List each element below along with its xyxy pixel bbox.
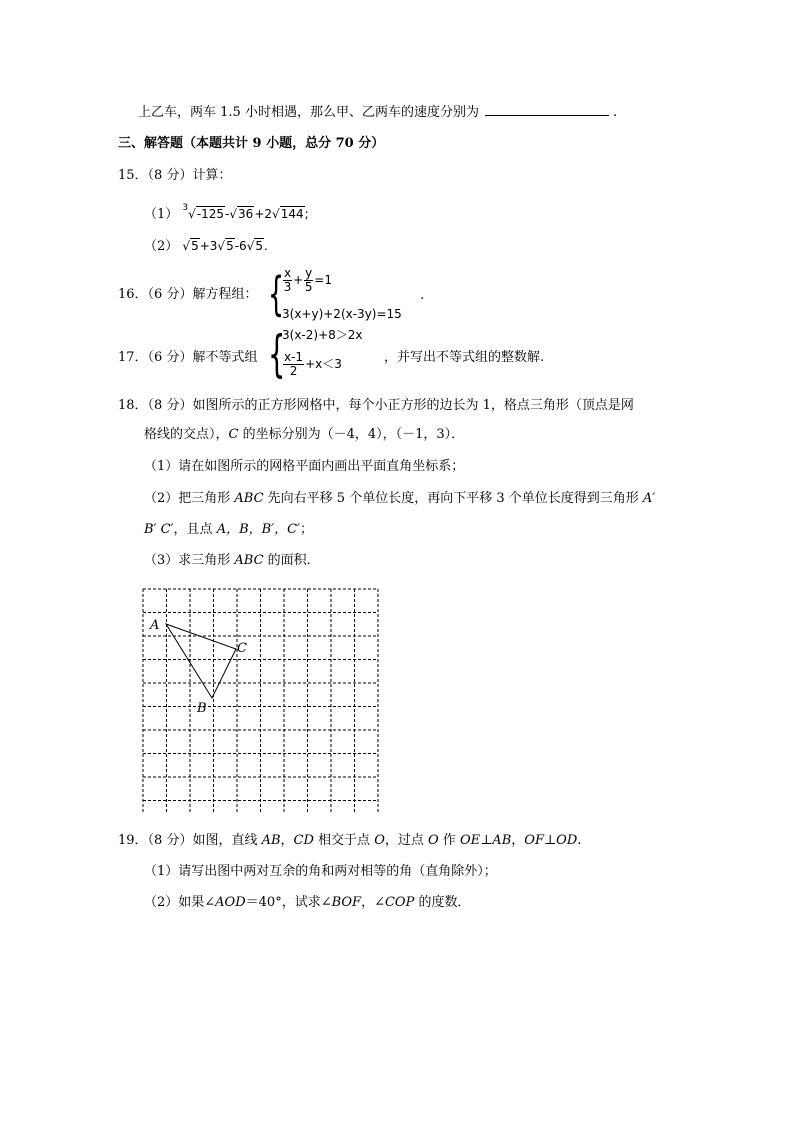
q19-e: 作 (438, 833, 460, 848)
label-c: C (237, 641, 247, 656)
q18-p3-points: A，B，B′，C′ (216, 522, 301, 537)
radicand-neg125: -125 (196, 207, 225, 221)
q16-end: . (420, 288, 425, 303)
q19-f: ， (511, 833, 525, 848)
top-line (138, 104, 617, 121)
q18-p3-b: ，且点 (173, 522, 217, 537)
q18-p3-c: ； (300, 522, 314, 537)
q18-p2-a-prime: A′ (642, 491, 656, 506)
q19-b: ， (280, 833, 294, 848)
q16-frac-x: x (284, 266, 292, 280)
q19-p2-b: ＝40°，试求 (245, 895, 321, 910)
q15-part1-expr (182, 203, 309, 221)
q17-tail: ，并写出不等式组的整数解. (384, 350, 545, 365)
q19-oe-perp-ab: OE⊥AB (459, 833, 512, 848)
dashed-grid (143, 589, 378, 814)
radical-sign-icon: √ (182, 239, 191, 253)
q19-cd: CD (293, 833, 314, 848)
q16-frac-3: 3 (283, 280, 292, 294)
grid-figure (140, 586, 382, 814)
q18-part2-cont (144, 522, 313, 538)
q19-line1 (118, 833, 581, 849)
radical-sign-icon: √ (229, 207, 238, 221)
semicolon: ; (304, 207, 309, 221)
q15-part2-expr (182, 239, 267, 253)
cube-root-index: 3 (182, 203, 189, 213)
radicand-5a: 5 (191, 239, 199, 253)
q15-part1-number: （1） (144, 207, 179, 222)
section-heading: 三、解答题（本题共计 9 小题，总分 70 分） (118, 136, 385, 151)
radical-sign-icon: √ (272, 207, 280, 221)
q18-part3 (144, 553, 320, 569)
left-brace-icon: { (268, 267, 285, 321)
q19-angle-aod: ∠AOD (204, 895, 246, 910)
q15-part2-number: （2） (144, 239, 179, 254)
q16-rhs: =1 (314, 273, 332, 287)
q19-of-perp-od: OF⊥OD (524, 833, 578, 848)
q18-p4-b: 的面积． (263, 553, 320, 568)
q18-p3-bc-prime: B′ C′ (144, 522, 174, 537)
top-line-text: 上乙车，两车 1.5 小时相遇，那么甲、乙两车的速度分别为 (138, 105, 479, 120)
q18-line1: 18．（8 分）如图所示的正方形网格中，每个小正方形的边长为 1，格点三角形（顶点是网 (118, 398, 634, 413)
q19-part2 (144, 895, 470, 911)
answer-blank[interactable] (485, 104, 609, 116)
q17-frac-den: 2 (289, 364, 298, 378)
q17-frac-num: x-1 (284, 350, 304, 364)
q19-o: O (374, 833, 385, 848)
q19-a: 19．（8 分）如图，直线 (118, 833, 262, 848)
q18-p2-a: （2）把三角形 (144, 491, 235, 506)
q18-part2 (144, 491, 655, 507)
q15-label: 15．（8 分）计算： (118, 168, 232, 183)
q19-c: 相交于点 (313, 833, 375, 848)
q18-line2-a: 格线的交点）， (144, 427, 229, 442)
op-minus6: -6 (234, 239, 247, 253)
q18-p4-a: （3）求三角形 (144, 553, 235, 568)
q18-line2 (144, 427, 464, 443)
radical-sign-icon: √ (188, 207, 196, 221)
q16-label: 16．（6 分）解方程组： (118, 287, 258, 302)
op-plus2: +2 (254, 207, 273, 221)
radical-sign-icon: √ (246, 239, 255, 253)
q18-point-c: C (228, 427, 239, 442)
q19-ab: AB (261, 833, 281, 848)
radicand-5c: 5 (255, 239, 263, 253)
q15-part1 (144, 203, 309, 223)
q19-angle-cop: ∠COP (374, 895, 415, 910)
left-brace-icon: { (268, 325, 286, 383)
q19-p2-d: 的度数． (414, 895, 471, 910)
q16-plus: + (293, 273, 304, 287)
radicand-36: 36 (238, 207, 254, 221)
period: . (263, 239, 268, 253)
radicand-5b: 5 (226, 239, 234, 253)
q18-part1: （1）请在如图所示的网格平面内画出平面直角坐标系； (144, 459, 465, 474)
op-minus: - (225, 207, 230, 221)
q16-frac-y: y (305, 266, 313, 280)
q16-eq1 (282, 267, 332, 294)
q16-eq2: 3(x+y)+2(x-3y)=15 (282, 307, 402, 321)
q19-part1: （1）请写出图中两对互余的角和两对相等的角（直角除外）； (144, 864, 497, 879)
label-b: B (197, 701, 207, 716)
q18-p2-b: 先向右平移 5 个单位长度，再向下平移 3 个单位长度得到三角形 (263, 491, 643, 506)
q17-ineq1: 3(x-2)+8＞2x (282, 328, 363, 342)
q18-p4-abc: ABC (234, 553, 264, 568)
q17-ineq2-rest: +x＜3 (305, 357, 342, 371)
top-line-end: . (612, 105, 618, 120)
q15-part2 (144, 238, 268, 255)
q19-g: . (577, 833, 582, 848)
q18-line2-b: 的坐标分别为（－4，4），（－1，3）． (238, 427, 465, 442)
q17-ineq2 (282, 351, 342, 378)
label-a: A (150, 618, 160, 633)
q19-p2-a: （2）如果 (144, 895, 205, 910)
q18-p2-abc: ABC (234, 491, 264, 506)
q19-p2-c: ， (361, 895, 375, 910)
q19-o2: O (428, 833, 439, 848)
q19-d: ，过点 (384, 833, 428, 848)
q16-frac-5: 5 (304, 280, 313, 294)
op-plus3: +3 (199, 239, 218, 253)
q17-label: 17．（6 分）解不等式组 (118, 350, 258, 365)
triangle-abc (166, 624, 236, 698)
radical-sign-icon: √ (217, 239, 226, 253)
q19-angle-bof: ∠BOF (320, 895, 362, 910)
radicand-144: 144 (280, 207, 304, 221)
